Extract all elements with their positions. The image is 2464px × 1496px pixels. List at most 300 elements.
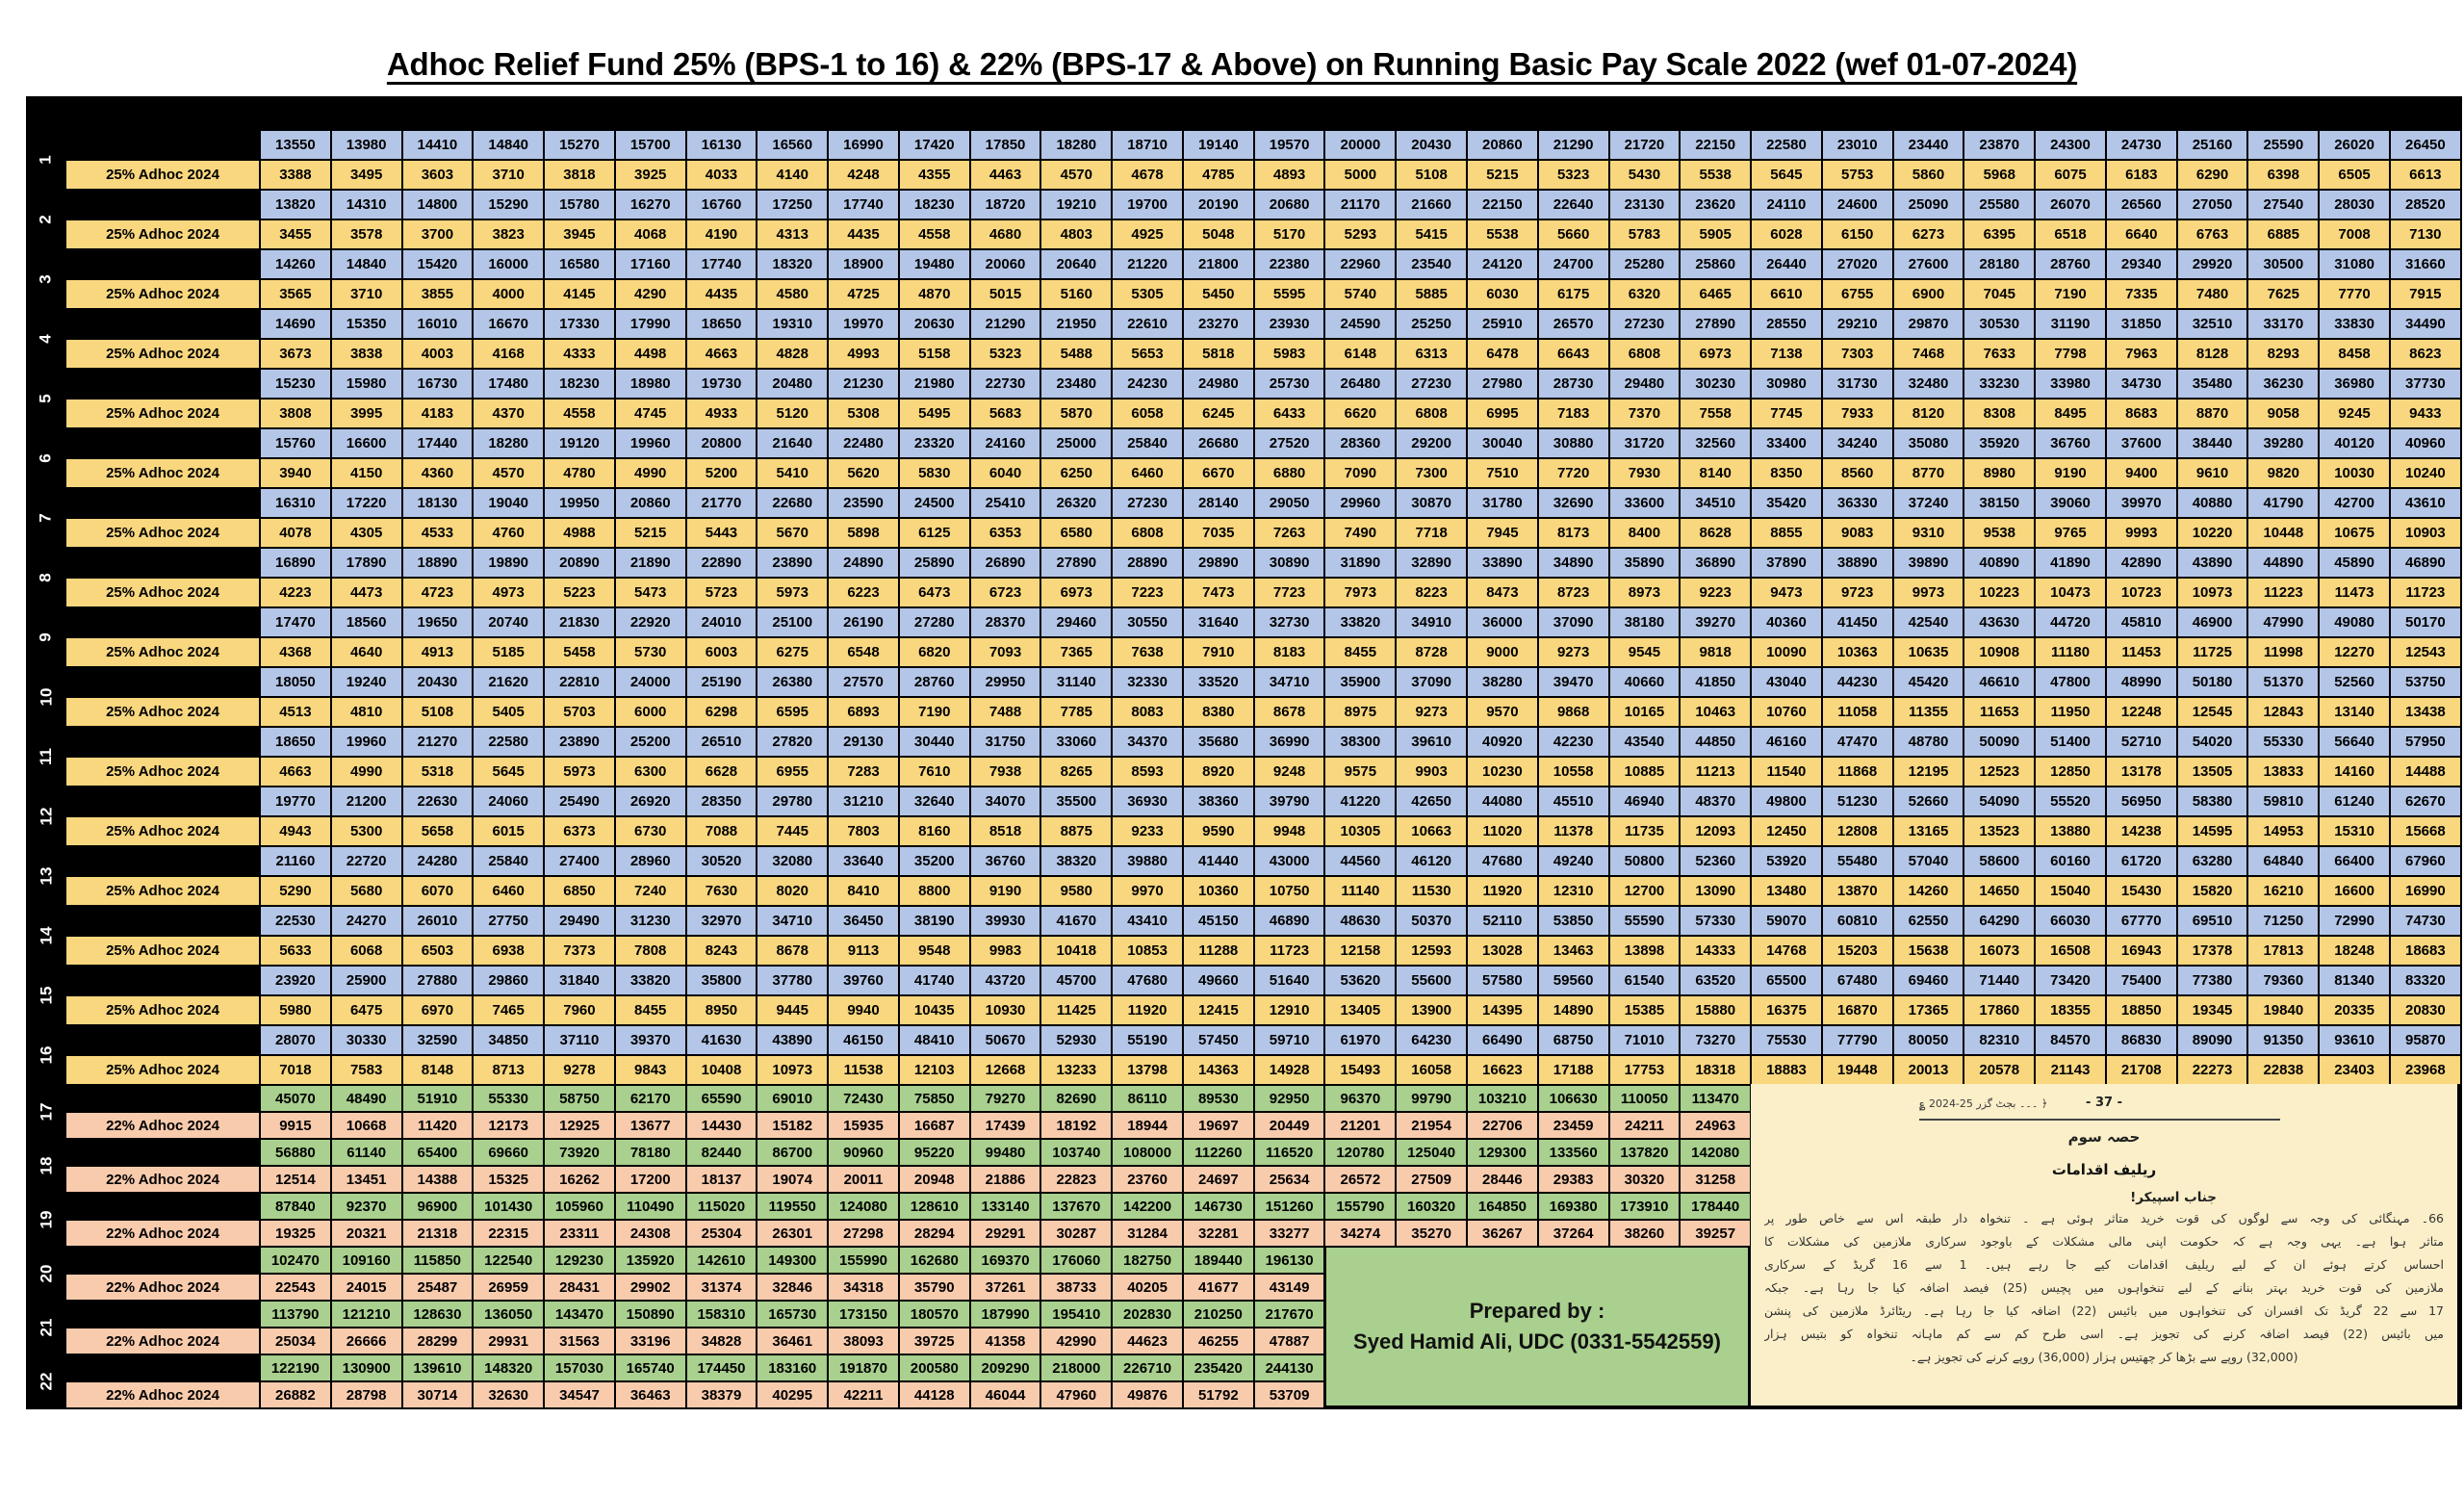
adhoc-cell: 8148 — [402, 1055, 474, 1085]
adhoc-cell: 13178 — [2106, 757, 2177, 787]
bs-number: 10 — [36, 687, 55, 707]
pay-cell: 22530 — [260, 906, 331, 936]
pay-cell: 32970 — [686, 906, 757, 936]
pay-cell: 18130 — [402, 488, 474, 518]
adhoc-cell: 6505 — [2319, 160, 2390, 190]
pay-cell: 47680 — [1467, 846, 1538, 876]
adhoc-cell: 4183 — [402, 399, 474, 428]
pay-cell: 28550 — [1751, 309, 1822, 339]
pay-cell: 72430 — [828, 1085, 899, 1112]
pay-cell: 18710 — [1112, 130, 1183, 160]
adhoc-cell: 9993 — [2106, 518, 2177, 548]
adhoc-cell: 6518 — [2035, 219, 2106, 249]
pay-cell: 34730 — [2106, 369, 2177, 399]
adhoc-cell: 9473 — [1751, 578, 1822, 607]
adhoc-cell: 28431 — [544, 1274, 615, 1301]
max-cell: 31660 — [198, 249, 260, 279]
adhoc-cell: 4078 — [260, 518, 331, 548]
adhoc-cell: 12910 — [1254, 995, 1325, 1025]
pay-cell: 35890 — [1609, 548, 1681, 578]
bs-cell — [27, 369, 65, 428]
pay-cell: 26190 — [828, 607, 899, 637]
adhoc-cell: 39725 — [899, 1328, 970, 1354]
pay-cell: 15290 — [473, 190, 544, 219]
pay-cell: 22960 — [1324, 249, 1396, 279]
pay-cell: 146730 — [1183, 1193, 1254, 1220]
adhoc-cell: 15638 — [1893, 936, 1964, 966]
adhoc-cell: 7723 — [1254, 578, 1325, 607]
adhoc-cell: 11420 — [402, 1112, 474, 1139]
pay-cell: 165730 — [757, 1301, 828, 1328]
max-cell: 83320 — [198, 966, 260, 995]
max-cell: 26450 — [198, 130, 260, 160]
adhoc-cell: 15880 — [1680, 995, 1751, 1025]
adhoc-cell: 14890 — [1538, 995, 1609, 1025]
pay-cell: 25900 — [331, 966, 402, 995]
adhoc-cell: 4223 — [260, 578, 331, 607]
bs-number: 21 — [36, 1318, 55, 1337]
adhoc-label: 25% Adhoc 2024 — [65, 816, 260, 846]
adhoc-cell: 5703 — [544, 697, 615, 727]
pay-cell: 27820 — [757, 727, 828, 757]
pay-cell: 50090 — [1964, 727, 2035, 757]
adhoc-cell: 16943 — [2106, 936, 2177, 966]
pay-cell: 32640 — [899, 787, 970, 816]
adhoc-label: 25% Adhoc 2024 — [65, 697, 260, 727]
pay-cell: 20430 — [1396, 130, 1467, 160]
adhoc-cell: 8083 — [1112, 697, 1183, 727]
pay-cell: 34370 — [1112, 727, 1183, 757]
pay-cell: 34890 — [1538, 548, 1609, 578]
pay-cell: 137670 — [1040, 1193, 1112, 1220]
pay-cell: 33890 — [1467, 548, 1538, 578]
adhoc-cell: 38379 — [686, 1381, 757, 1408]
adhoc-cell: 9083 — [1822, 518, 1893, 548]
adhoc-cell: 4190 — [686, 219, 757, 249]
adhoc-cell: 4933 — [686, 399, 757, 428]
adhoc-cell: 13677 — [615, 1112, 686, 1139]
pay-cell: 59070 — [1751, 906, 1822, 936]
pay-cell: 31890 — [1324, 548, 1396, 578]
pay-cell: 26440 — [1751, 249, 1822, 279]
min-cell: 122190 — [65, 1354, 144, 1381]
pay-cell: 59560 — [1538, 966, 1609, 995]
pay-cell: 40890 — [1964, 548, 2035, 578]
pay-cell: 46900 — [2177, 607, 2248, 637]
pay-cell: 18980 — [615, 369, 686, 399]
pay-cell: 58380 — [2177, 787, 2248, 816]
step-column-header: 3 — [473, 97, 544, 130]
pay-cell: 22920 — [615, 607, 686, 637]
pay-cell: 24010 — [686, 607, 757, 637]
pay-cell: 37240 — [1893, 488, 1964, 518]
bs-column-header: BS — [27, 97, 65, 130]
pay-cell: 39760 — [828, 966, 899, 995]
pay-cell: 29130 — [828, 727, 899, 757]
pay-cell: 23890 — [544, 727, 615, 757]
adhoc-cell: 6433 — [1254, 399, 1325, 428]
pay-cell: 29960 — [1324, 488, 1396, 518]
step-column-header: 1 — [331, 97, 402, 130]
adhoc-cell: 5300 — [331, 816, 402, 846]
adhoc-cell: 7798 — [2035, 339, 2106, 369]
adhoc-cell: 5683 — [970, 399, 1041, 428]
adhoc-cell: 26572 — [1324, 1166, 1396, 1193]
pay-cell: 20000 — [1324, 130, 1396, 160]
pay-cell: 34710 — [757, 906, 828, 936]
adhoc-cell: 40295 — [757, 1381, 828, 1408]
pay-cell: 32330 — [1112, 667, 1183, 697]
pay-cell: 226710 — [1112, 1354, 1183, 1381]
adhoc-cell: 6643 — [1538, 339, 1609, 369]
adhoc-cell: 5538 — [1467, 219, 1538, 249]
min-cell: 113790 — [65, 1301, 144, 1328]
pay-cell: 39890 — [1893, 548, 1964, 578]
adhoc-cell: 5620 — [828, 458, 899, 488]
bs-cell — [27, 249, 65, 309]
adhoc-cell: 12450 — [1751, 816, 1822, 846]
adhoc-cell: 4290 — [615, 279, 686, 309]
pay-cell: 235420 — [1183, 1354, 1254, 1381]
bs-number: 15 — [36, 986, 55, 1005]
pay-cell: 67960 — [2390, 846, 2461, 876]
pay-cell: 23320 — [899, 428, 970, 458]
adhoc-cell: 10363 — [1822, 637, 1893, 667]
pay-cell: 20860 — [615, 488, 686, 518]
pay-cell: 19970 — [828, 309, 899, 339]
pay-cell: 19890 — [473, 548, 544, 578]
pay-cell: 26680 — [1183, 428, 1254, 458]
adhoc-cell: 5308 — [828, 399, 899, 428]
pay-cell: 18900 — [828, 249, 899, 279]
pay-cell: 22150 — [1467, 190, 1538, 219]
adhoc-cell: 8770 — [1893, 458, 1964, 488]
step-column-header: 27 — [2177, 97, 2248, 130]
adhoc-cell: 28299 — [402, 1328, 474, 1354]
pay-cell: 22380 — [1254, 249, 1325, 279]
adhoc-cell: 10903 — [2390, 518, 2461, 548]
pay-cell: 49800 — [1751, 787, 1822, 816]
pay-cell: 31080 — [2319, 249, 2390, 279]
pay-cell: 64840 — [2247, 846, 2319, 876]
pay-cell: 108000 — [1112, 1139, 1183, 1166]
adhoc-cell: 25304 — [686, 1220, 757, 1247]
adhoc-cell: 7803 — [828, 816, 899, 846]
pay-cell: 116520 — [1254, 1139, 1325, 1166]
pay-cell: 23920 — [260, 966, 331, 995]
step-column-header: 8 — [828, 97, 899, 130]
adhoc-cell: 4990 — [331, 757, 402, 787]
pay-cell: 24000 — [615, 667, 686, 697]
adhoc-cell: 4003 — [402, 339, 474, 369]
pay-cell: 21200 — [331, 787, 402, 816]
adhoc-cell: 8455 — [1324, 637, 1396, 667]
adhoc-cell: 5783 — [1609, 219, 1681, 249]
pay-cell: 61970 — [1324, 1025, 1396, 1055]
adhoc-cell: 7610 — [899, 757, 970, 787]
bs-cell — [27, 1193, 65, 1247]
pay-cell: 33400 — [1751, 428, 1822, 458]
step-column-header: 24 — [1964, 97, 2035, 130]
adhoc-cell: 11180 — [2035, 637, 2106, 667]
pay-cell: 162680 — [899, 1247, 970, 1274]
min-cell: 23920 — [65, 966, 144, 995]
pay-cell: 38360 — [1183, 787, 1254, 816]
pay-cell: 105960 — [544, 1193, 615, 1220]
adhoc-cell: 11473 — [2319, 578, 2390, 607]
adhoc-cell: 12415 — [1183, 995, 1254, 1025]
adhoc-cell: 4360 — [402, 458, 474, 488]
pay-cell: 27230 — [1609, 309, 1681, 339]
pay-cell: 28520 — [2390, 190, 2461, 219]
pay-cell: 21720 — [1609, 130, 1681, 160]
pay-cell: 57950 — [2390, 727, 2461, 757]
adhoc-cell: 42211 — [828, 1381, 899, 1408]
max-cell: 53750 — [198, 667, 260, 697]
adhoc-cell: 6973 — [1680, 339, 1751, 369]
pay-cell: 50170 — [2390, 607, 2461, 637]
step-column-header: 19 — [1609, 97, 1681, 130]
pay-cell: 67770 — [2106, 906, 2177, 936]
step-column-header: 0 — [260, 97, 331, 130]
bs-number: 2 — [37, 215, 55, 224]
pay-cell: 67480 — [1822, 966, 1893, 995]
adhoc-cell: 7303 — [1822, 339, 1893, 369]
adhoc-cell: 20578 — [1964, 1055, 2035, 1085]
pay-cell: 137820 — [1609, 1139, 1681, 1166]
pay-cell: 30040 — [1467, 428, 1538, 458]
adhoc-cell: 5818 — [1183, 339, 1254, 369]
adhoc-cell: 5538 — [1680, 160, 1751, 190]
pay-cell: 81340 — [2319, 966, 2390, 995]
pay-cell: 53620 — [1324, 966, 1396, 995]
pay-cell: 16130 — [686, 130, 757, 160]
adhoc-cell: 4678 — [1112, 160, 1183, 190]
step-column-header: 30 — [2390, 97, 2461, 130]
adhoc-cell: 4810 — [331, 697, 402, 727]
adhoc-cell: 20321 — [331, 1220, 402, 1247]
pay-cell: 17330 — [544, 309, 615, 339]
incr-cell: 4260 — [144, 1139, 198, 1166]
adhoc-cell: 6503 — [402, 936, 474, 966]
adhoc-cell: 17753 — [1609, 1055, 1681, 1085]
adhoc-cell: 46255 — [1183, 1328, 1254, 1354]
pay-cell: 38280 — [1467, 667, 1538, 697]
pay-cell: 77380 — [2177, 966, 2248, 995]
step-column-header: 29 — [2319, 97, 2390, 130]
notice-part-heading: حصہ سوم — [2067, 1128, 2141, 1146]
adhoc-cell: 14953 — [2247, 816, 2319, 846]
pay-cell: 25160 — [2177, 130, 2248, 160]
adhoc-cell: 18137 — [686, 1166, 757, 1193]
adhoc-cell: 19448 — [1822, 1055, 1893, 1085]
adhoc-cell: 8678 — [1254, 697, 1325, 727]
adhoc-cell: 3603 — [402, 160, 474, 190]
adhoc-label: 25% Adhoc 2024 — [65, 936, 260, 966]
adhoc-cell: 11538 — [828, 1055, 899, 1085]
adhoc-cell: 7633 — [1964, 339, 2035, 369]
pay-cell: 18050 — [260, 667, 331, 697]
pay-cell: 38890 — [1822, 548, 1893, 578]
pay-cell: 27520 — [1254, 428, 1325, 458]
pay-cell: 32890 — [1396, 548, 1467, 578]
pay-cell: 46890 — [1254, 906, 1325, 936]
adhoc-cell: 17200 — [615, 1166, 686, 1193]
pay-cell: 155990 — [828, 1247, 899, 1274]
adhoc-cell: 4640 — [331, 637, 402, 667]
pay-cell: 20060 — [970, 249, 1041, 279]
notice-paragraph — [1764, 1207, 2444, 1369]
adhoc-cell: 7480 — [2177, 279, 2248, 309]
adhoc-cell: 4533 — [402, 518, 474, 548]
pay-cell: 26070 — [2035, 190, 2106, 219]
adhoc-cell: 12103 — [899, 1055, 970, 1085]
adhoc-cell: 8518 — [970, 816, 1041, 846]
pay-cell: 32510 — [2177, 309, 2248, 339]
adhoc-cell: 14238 — [2106, 816, 2177, 846]
adhoc-cell: 7630 — [686, 876, 757, 906]
adhoc-cell: 4913 — [402, 637, 474, 667]
notice-salutation: جناب اسپیکر! — [2130, 1190, 2217, 1205]
pay-cell: 102470 — [260, 1247, 331, 1274]
pay-cell: 50670 — [970, 1025, 1041, 1055]
adhoc-cell: 16375 — [1751, 995, 1822, 1025]
pay-cell: 209290 — [970, 1354, 1041, 1381]
pay-cell: 24230 — [1112, 369, 1183, 399]
pay-cell: 37600 — [2106, 428, 2177, 458]
adhoc-cell: 5595 — [1254, 279, 1325, 309]
adhoc-cell: 8410 — [828, 876, 899, 906]
pay-cell: 44850 — [1680, 727, 1751, 757]
adhoc-cell: 3823 — [473, 219, 544, 249]
pay-cell: 56880 — [260, 1139, 331, 1166]
adhoc-cell: 13438 — [2390, 697, 2461, 727]
adhoc-cell: 8678 — [757, 936, 828, 966]
pay-cell: 15980 — [331, 369, 402, 399]
pay-cell: 36760 — [970, 846, 1041, 876]
adhoc-cell: 5170 — [1254, 219, 1325, 249]
pay-cell: 15780 — [544, 190, 615, 219]
pay-cell: 169370 — [970, 1247, 1041, 1274]
adhoc-cell: 22706 — [1467, 1112, 1538, 1139]
adhoc-cell: 9248 — [1254, 757, 1325, 787]
adhoc-cell: 26882 — [260, 1381, 331, 1408]
pay-cell: 187990 — [970, 1301, 1041, 1328]
pay-cell: 20430 — [402, 667, 474, 697]
pay-cell: 29050 — [1254, 488, 1325, 518]
adhoc-cell: 53709 — [1254, 1381, 1325, 1408]
adhoc-cell: 6068 — [331, 936, 402, 966]
adhoc-cell: 6620 — [1324, 399, 1396, 428]
pay-cell: 48990 — [2106, 667, 2177, 697]
pay-cell: 33520 — [1183, 667, 1254, 697]
pay-cell: 17440 — [402, 428, 474, 458]
adhoc-cell: 8293 — [2247, 339, 2319, 369]
adhoc-cell: 5473 — [615, 578, 686, 607]
pay-cell: 61140 — [331, 1139, 402, 1166]
pay-cell: 30870 — [1396, 488, 1467, 518]
adhoc-cell: 6465 — [1680, 279, 1751, 309]
adhoc-cell: 5753 — [1822, 160, 1893, 190]
pay-cell: 96900 — [402, 1193, 474, 1220]
adhoc-cell: 6175 — [1538, 279, 1609, 309]
adhoc-cell: 8308 — [1964, 399, 2035, 428]
pay-cell: 38440 — [2177, 428, 2248, 458]
adhoc-cell: 18192 — [1040, 1112, 1112, 1139]
adhoc-cell: 9843 — [615, 1055, 686, 1085]
adhoc-cell: 20335 — [2319, 995, 2390, 1025]
notice-text-line: ملازمین کی قوت خرید بہتر بنانے کے لیے تنخواہوں میں پچیس (25) فیصد اضافہ کیا جا رہا ہے۔ جبکہ — [1764, 1280, 2444, 1295]
pay-cell: 27540 — [2247, 190, 2319, 219]
adhoc-cell: 8495 — [2035, 399, 2106, 428]
adhoc-cell: 8973 — [1609, 578, 1681, 607]
adhoc-cell: 8875 — [1040, 816, 1112, 846]
adhoc-cell: 11453 — [2106, 637, 2177, 667]
incr-cell: 1560 — [144, 846, 198, 876]
adhoc-cell: 17860 — [1964, 995, 2035, 1025]
adhoc-cell: 11355 — [1893, 697, 1964, 727]
adhoc-label: 25% Adhoc 2024 — [65, 518, 260, 548]
pay-cell: 43540 — [1609, 727, 1681, 757]
adhoc-cell: 11920 — [1467, 876, 1538, 906]
min-column-header: Min — [65, 97, 144, 130]
pay-cell: 60810 — [1822, 906, 1893, 936]
adhoc-cell: 23403 — [2319, 1055, 2390, 1085]
adhoc-cell: 6395 — [1964, 219, 2035, 249]
adhoc-cell: 10030 — [2319, 458, 2390, 488]
adhoc-cell: 18355 — [2035, 995, 2106, 1025]
pay-cell: 37890 — [1751, 548, 1822, 578]
notice-text-line: 17 سے 22 گریڈ تک افسران کی تنخواہوں میں بائیس (22) اضافہ کیا جا رہا ہے۔ ریٹائرڈ ملازمین کی پنشن — [1764, 1303, 2444, 1318]
pay-cell: 19570 — [1254, 130, 1325, 160]
adhoc-cell: 9940 — [828, 995, 899, 1025]
adhoc-cell: 5670 — [757, 518, 828, 548]
adhoc-cell: 7770 — [2319, 279, 2390, 309]
adhoc-cell: 9948 — [1254, 816, 1325, 846]
adhoc-cell: 7938 — [970, 757, 1041, 787]
adhoc-cell: 6548 — [828, 637, 899, 667]
pay-cell: 41890 — [2035, 548, 2106, 578]
adhoc-cell: 49876 — [1112, 1381, 1183, 1408]
adhoc-cell: 15310 — [2319, 816, 2390, 846]
bs-number: 19 — [36, 1210, 55, 1229]
pay-cell: 36000 — [1467, 607, 1538, 637]
adhoc-cell: 14650 — [1964, 876, 2035, 906]
pay-cell: 40880 — [2177, 488, 2248, 518]
adhoc-label: 25% Adhoc 2024 — [65, 279, 260, 309]
adhoc-cell: 9190 — [2035, 458, 2106, 488]
adhoc-cell: 7138 — [1751, 339, 1822, 369]
pay-cell: 39930 — [970, 906, 1041, 936]
adhoc-cell: 8623 — [2390, 339, 2461, 369]
pay-cell: 133560 — [1538, 1139, 1609, 1166]
pay-cell: 52560 — [2319, 667, 2390, 697]
pay-cell: 64290 — [1964, 906, 2035, 936]
adhoc-cell: 14363 — [1183, 1055, 1254, 1085]
pay-cell: 29890 — [1183, 548, 1254, 578]
pay-cell: 89090 — [2177, 1025, 2248, 1055]
adhoc-cell: 8020 — [757, 876, 828, 906]
bs-number: 13 — [36, 866, 55, 886]
bs-cell — [27, 130, 65, 190]
adhoc-value-row — [27, 757, 2461, 787]
pay-cell: 69510 — [2177, 906, 2248, 936]
pay-cell: 21620 — [473, 667, 544, 697]
adhoc-cell: 5415 — [1396, 219, 1467, 249]
adhoc-cell: 25634 — [1254, 1166, 1325, 1193]
max-cell: 62670 — [198, 787, 260, 816]
adhoc-cell: 9400 — [2106, 458, 2177, 488]
